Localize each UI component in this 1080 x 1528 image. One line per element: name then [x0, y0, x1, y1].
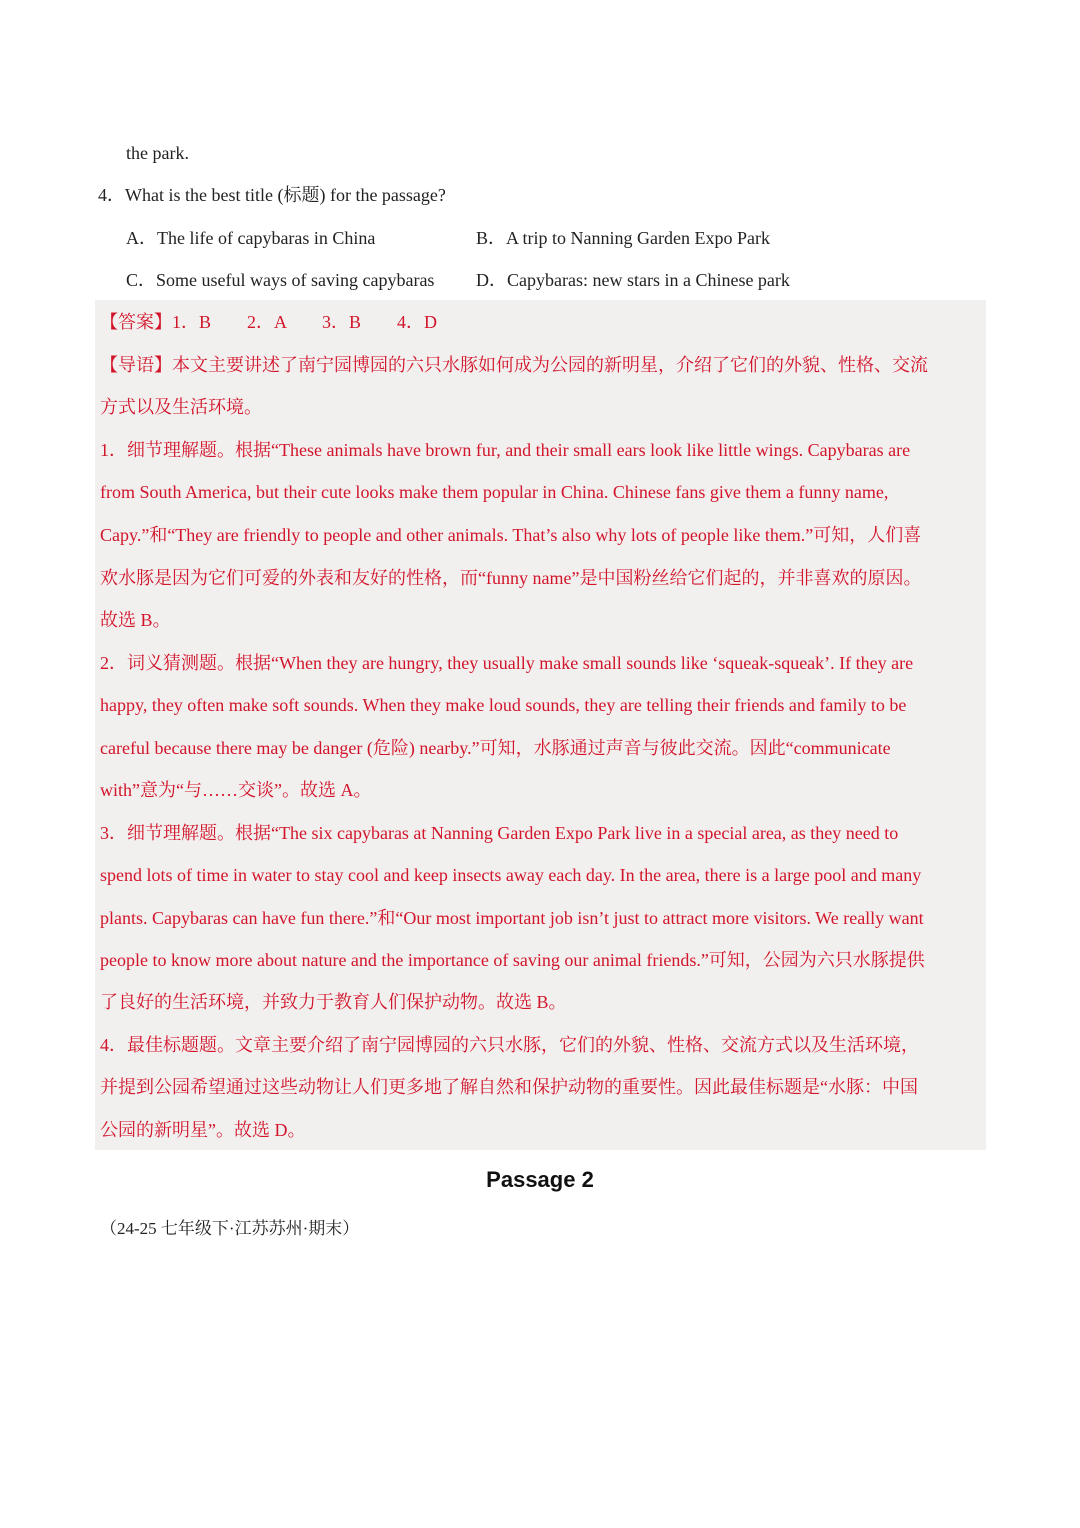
- explanation-1-line-4: 欢水豚是因为它们可爱的外表和友好的性格，而“funny name”是中国粉丝给它们起的，并非喜欢的原因。: [100, 568, 922, 588]
- explanation-4-line-3: 公园的新明星”。故选 D。: [100, 1120, 306, 1140]
- option-d: D．Capybaras: new stars in a Chinese park: [476, 270, 790, 290]
- explanation-2-line-1: 2．词义猜测题。根据“When they are hungry, they usually make small sounds like ‘squeak-squeak’. If they are: [100, 653, 914, 673]
- explanation-2-line-3: careful because there may be danger (危险) nearby.”可知，水豚通过声音与彼此交流。因此“communicate: [100, 738, 891, 758]
- explanation-1-line-1: 1．细节理解题。根据“These animals have brown fur, and their small ears look like little wings. Capybaras are: [100, 440, 911, 460]
- explanation-2-line-2: happy, they often make soft sounds. When they make loud sounds, they are telling their friends and family to be: [100, 695, 907, 715]
- option-a: A．The life of capybaras in China: [126, 228, 376, 248]
- explanation-3-line-3: plants. Capybaras can have fun there.”和“Our most important job isn’t just to attract more visitors. We really want: [100, 908, 924, 928]
- explanation-4-line-2: 并提到公园希望通过这些动物让人们更多地了解自然和保护动物的重要性。因此最佳标题是“水豚：中国: [100, 1077, 918, 1097]
- explanation-3-line-1: 3．细节理解题。根据“The six capybaras at Nanning Garden Expo Park live in a special area, as they need to: [100, 823, 899, 843]
- explanation-1-line-2: from South America, but their cute looks make them popular in China. Chinese fans give them a funny name,: [100, 482, 889, 502]
- question-continuation: the park.: [126, 143, 189, 163]
- question-4-stem: 4．What is the best title (标题) for the passage?: [98, 185, 446, 205]
- answer-explanation-box: [95, 300, 986, 1150]
- explanation-4-line-1: 4．最佳标题题。文章主要介绍了南宁园博园的六只水豚，它们的外貌、性格、交流方式以及生活环境，: [100, 1035, 919, 1055]
- explanation-3-line-5: 了良好的生活环境，并致力于教育人们保护动物。故选 B。: [100, 992, 567, 1012]
- answer-key-line: 【答案】1．B 2．A 3．B 4．D: [100, 312, 438, 332]
- explanation-1-line-5: 故选 B。: [100, 610, 171, 630]
- explanation-1-line-3: Capy.”和“They are friendly to people and other animals. That’s also why lots of people like them.”可知，人们喜: [100, 525, 922, 545]
- explanation-3-line-2: spend lots of time in water to stay cool and keep insects away each day. In the area, there is a large pool and many: [100, 865, 922, 885]
- option-b: B．A trip to Nanning Garden Expo Park: [476, 228, 770, 248]
- option-c: C．Some useful ways of saving capybaras: [126, 270, 435, 290]
- passage-2-source: （24-25 七年级下·江苏苏州·期末）: [100, 1219, 360, 1238]
- intro-line-2: 方式以及生活环境。: [100, 397, 262, 417]
- passage-2-title: Passage 2: [486, 1167, 594, 1192]
- explanation-2-line-4: with”意为“与……交谈”。故选 A。: [100, 780, 372, 800]
- explanation-3-line-4: people to know more about nature and the importance of saving our animal friends.”可知，公园为六只水豚提供: [100, 950, 925, 970]
- intro-line-1: 【导语】本文主要讲述了南宁园博园的六只水豚如何成为公园的新明星，介绍了它们的外貌、性格、交流: [100, 355, 928, 375]
